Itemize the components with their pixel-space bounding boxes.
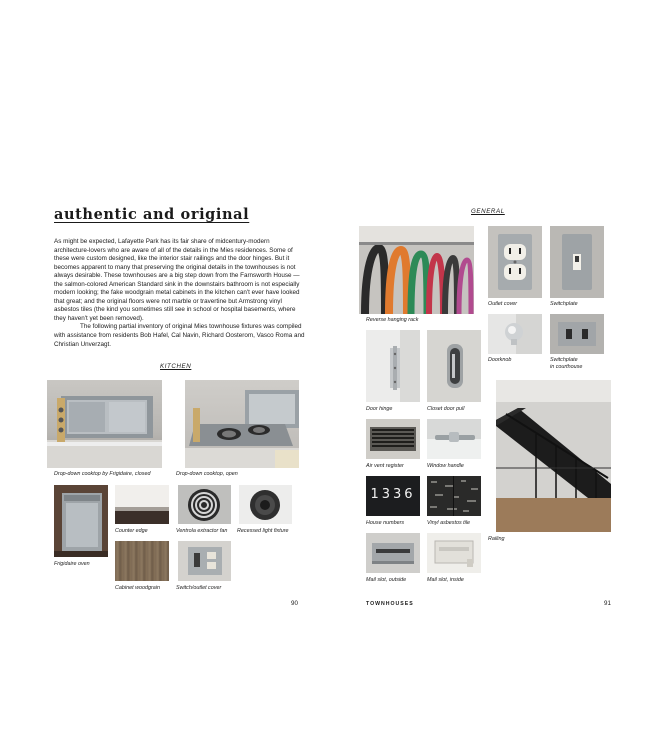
caption-vinyl-asbestos-tile: Vinyl asbestos tile	[427, 520, 471, 526]
photo-outlet-cover	[488, 226, 542, 298]
photo-house-numbers	[366, 476, 420, 516]
page-number-left: 90	[291, 600, 298, 607]
photo-counter-edge	[115, 485, 169, 524]
photo-mail-slot-outside	[366, 533, 420, 573]
caption-switch-outlet-cover: Switch/outlet cover	[176, 585, 222, 591]
caption-reverse-hanging-rack: Reverse hanging rack	[366, 317, 419, 323]
photo-cooktop-closed	[47, 380, 162, 468]
caption-mail-slot-inside: Mail slot, inside	[427, 577, 464, 583]
photo-mail-slot-inside	[427, 533, 481, 573]
photo-reverse-hanging-rack	[359, 226, 474, 314]
photo-switchplate-courthouse	[550, 314, 604, 354]
caption-cabinet-woodgrain: Cabinet woodgrain	[115, 585, 160, 591]
photo-switchplate	[550, 226, 604, 298]
caption-window-handle: Window handle	[427, 463, 464, 469]
intro-text	[54, 238, 306, 349]
photo-recessed-light	[239, 485, 292, 524]
intro-paragraph: As might be expected, Lafayette Park has its fair share of midcentury-modern architecture-lovers who are aware of all of the details in the Mies residences. Some of these were custom designed, like the interior stair railings and the door hinges. But it becomes apparent to many that preserving the original details in the townhouses is not always desirable. These townhouses are a big step down from the Farnsworth House — the salmon-colored American Standard sink in the downstairs bathroom is not especially modern looking; the fake woodgrain metal cabinets in the kitchen can't ever have looked that great; and the original floors were not marble or travertine but Armstrong vinyl asbestos tiles (the kind you sometimes still see in school or hospital basements, where they haven't yet been removed).	[54, 238, 300, 322]
photo-doorknob	[488, 314, 542, 354]
photo-window-handle	[427, 419, 481, 459]
caption-doorknob: Doorknob	[488, 357, 512, 363]
photo-extractor-fan	[178, 485, 231, 524]
photo-air-vent-register	[366, 419, 420, 459]
photo-cooktop-open	[185, 380, 299, 468]
photo-railing	[496, 380, 611, 532]
caption-cooktop-open: Drop-down cooktop, open	[176, 471, 238, 477]
caption-outlet-cover: Outlet cover	[488, 301, 518, 307]
photo-frigidaire-oven	[54, 485, 108, 557]
photo-vinyl-asbestos-tile	[427, 476, 481, 516]
caption-switchplate-courthouse-line2: in courthouse	[550, 364, 583, 370]
caption-air-vent-register: Air vent register	[366, 463, 404, 469]
caption-cooktop-closed: Drop-down cooktop by Frigidaire, closed	[54, 471, 151, 477]
page-number-right: 91	[604, 600, 611, 607]
photo-switch-outlet-cover	[178, 541, 231, 581]
caption-frigidaire-oven: Frigidaire oven	[54, 561, 90, 567]
credits-paragraph: The following partial inventory of original Mies townhouse fixtures was compiled with assistance from residents Bob Hafel, Cal Navin, Richard Oosterom, Vasco Roma and Christian Unverzagt.	[54, 323, 305, 348]
caption-switchplate: Switchplate	[550, 301, 578, 307]
section-heading-kitchen: KITCHEN	[160, 363, 192, 370]
caption-extractor-fan: Ventrola extractor fan	[176, 528, 228, 534]
photo-cabinet-woodgrain	[115, 541, 169, 581]
caption-recessed-light: Recessed light fixture	[237, 528, 289, 534]
caption-mail-slot-outside: Mail slot, outside	[366, 577, 407, 583]
caption-railing: Railing	[488, 536, 505, 542]
running-footer: TOWNHOUSES	[366, 601, 414, 607]
section-heading-general: GENERAL	[471, 208, 505, 215]
photo-closet-door-pull	[427, 330, 481, 402]
page-title: authentic and original	[54, 206, 250, 223]
photo-door-hinge	[366, 330, 420, 402]
caption-door-hinge: Door hinge	[366, 406, 393, 412]
caption-closet-door-pull: Closet door pull	[427, 406, 465, 412]
caption-counter-edge: Counter edge	[115, 528, 148, 534]
caption-house-numbers: House numbers	[366, 520, 405, 526]
house-number-digits: 1336	[370, 487, 416, 502]
caption-switchplate-courthouse-line1: Switchplate	[550, 357, 578, 363]
